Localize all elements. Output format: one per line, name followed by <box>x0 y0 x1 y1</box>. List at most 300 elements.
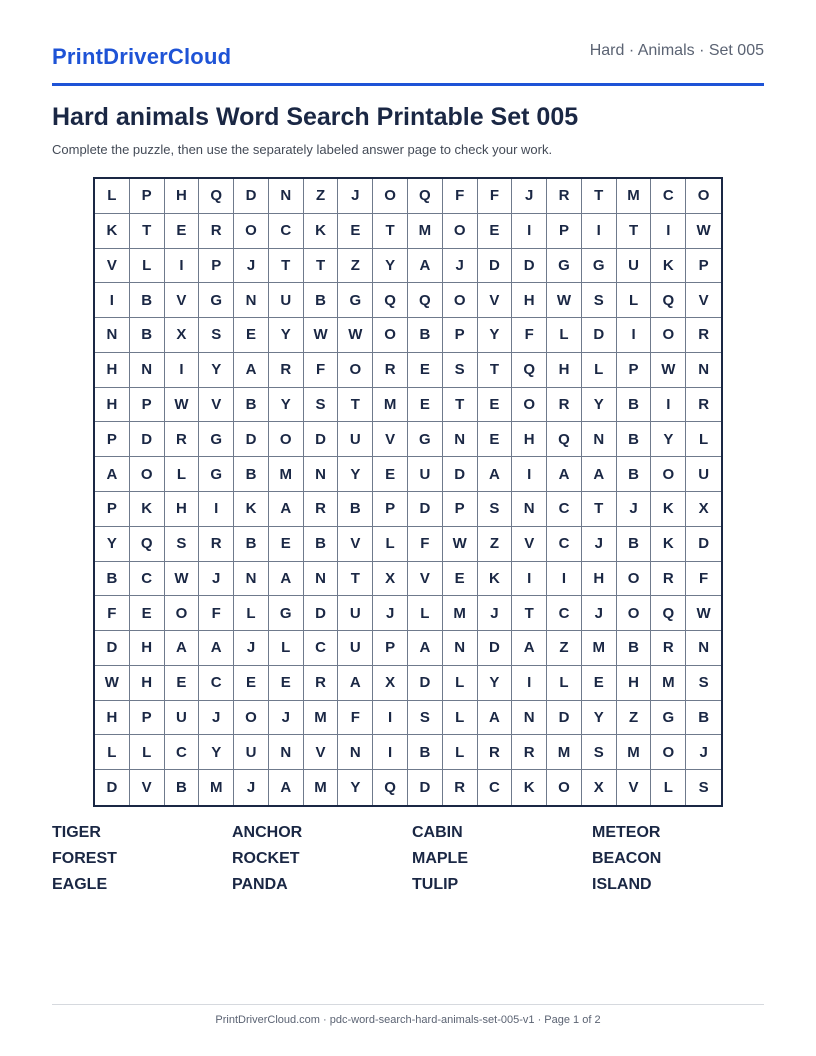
grid-cell: C <box>269 214 304 249</box>
grid-cell: T <box>443 388 478 423</box>
grid-cell: C <box>547 596 582 631</box>
grid-cell: F <box>95 596 130 631</box>
grid-cell: P <box>373 492 408 527</box>
word-list-item: TULIP <box>412 876 459 893</box>
grid-cell: S <box>443 353 478 388</box>
grid-cell: U <box>165 701 200 736</box>
grid-cell: D <box>95 770 130 805</box>
grid-cell: I <box>512 457 547 492</box>
grid-cell: Y <box>582 701 617 736</box>
grid-cell: O <box>338 353 373 388</box>
grid-cell: X <box>373 562 408 597</box>
grid-cell: R <box>443 770 478 805</box>
grid-cell: G <box>582 249 617 284</box>
grid-cell: F <box>199 596 234 631</box>
grid-cell: G <box>547 249 582 284</box>
grid-cell: B <box>617 388 652 423</box>
grid-cell: D <box>234 422 269 457</box>
grid-cell: W <box>165 388 200 423</box>
grid-cell: I <box>373 735 408 770</box>
grid-cell: I <box>512 666 547 701</box>
grid-cell: L <box>443 701 478 736</box>
grid-cell: Y <box>95 527 130 562</box>
grid-cell: R <box>269 353 304 388</box>
grid-cell: H <box>165 492 200 527</box>
grid-cell: E <box>269 666 304 701</box>
grid-cell: J <box>617 492 652 527</box>
grid-cell: R <box>199 527 234 562</box>
grid-cell: C <box>547 527 582 562</box>
grid-cell: H <box>95 701 130 736</box>
grid-cell: M <box>547 735 582 770</box>
grid-cell: V <box>478 283 513 318</box>
grid-cell: E <box>408 388 443 423</box>
grid-cell: V <box>617 770 652 805</box>
grid-cell: C <box>547 492 582 527</box>
grid-cell: R <box>651 562 686 597</box>
grid-cell: O <box>547 770 582 805</box>
grid-cell: A <box>269 770 304 805</box>
grid-cell: Q <box>512 353 547 388</box>
grid-cell: Z <box>338 249 373 284</box>
grid-cell: U <box>234 735 269 770</box>
grid-cell: Z <box>547 631 582 666</box>
grid-cell: A <box>269 492 304 527</box>
grid-cell: W <box>686 596 721 631</box>
grid-cell: G <box>269 596 304 631</box>
grid-cell: L <box>95 179 130 214</box>
grid-cell: L <box>130 249 165 284</box>
grid-cell: I <box>165 249 200 284</box>
grid-cell: I <box>95 283 130 318</box>
grid-cell: S <box>582 735 617 770</box>
grid-cell: E <box>234 318 269 353</box>
grid-cell: K <box>651 249 686 284</box>
grid-cell: Q <box>651 283 686 318</box>
header-divider <box>52 83 764 86</box>
grid-cell: V <box>512 527 547 562</box>
footer-divider <box>52 1004 764 1005</box>
page-header <box>52 40 764 86</box>
grid-cell: L <box>373 527 408 562</box>
grid-cell: R <box>686 388 721 423</box>
word-list-item: FOREST <box>52 850 117 867</box>
grid-cell: T <box>582 492 617 527</box>
grid-cell: U <box>338 596 373 631</box>
grid-cell: U <box>408 457 443 492</box>
grid-cell: K <box>651 527 686 562</box>
grid-cell: P <box>130 179 165 214</box>
grid-cell: S <box>304 388 339 423</box>
grid-cell: H <box>130 666 165 701</box>
grid-cell: J <box>234 770 269 805</box>
grid-cell: N <box>443 422 478 457</box>
grid-cell: T <box>373 214 408 249</box>
grid-cell: P <box>130 701 165 736</box>
grid-cell: W <box>304 318 339 353</box>
grid-cell: A <box>95 457 130 492</box>
grid-cell: P <box>95 422 130 457</box>
grid-cell: P <box>199 249 234 284</box>
grid-cell: I <box>512 562 547 597</box>
grid-cell: K <box>512 770 547 805</box>
grid-cell: X <box>165 318 200 353</box>
grid-cell: E <box>373 457 408 492</box>
grid-cell: S <box>165 527 200 562</box>
grid-cell: U <box>338 631 373 666</box>
grid-cell: D <box>512 249 547 284</box>
grid-cell: E <box>408 353 443 388</box>
grid-cell: N <box>304 562 339 597</box>
grid-cell: K <box>130 492 165 527</box>
word-list-item: TIGER <box>52 824 101 841</box>
grid-cell: T <box>269 249 304 284</box>
grid-cell: D <box>95 631 130 666</box>
grid-cell: Z <box>617 701 652 736</box>
grid-cell: K <box>234 492 269 527</box>
grid-cell: S <box>199 318 234 353</box>
grid-cell: P <box>443 492 478 527</box>
grid-cell: L <box>130 735 165 770</box>
word-list-item: PANDA <box>232 876 288 893</box>
grid-cell: J <box>686 735 721 770</box>
grid-cell: B <box>686 701 721 736</box>
word-search-grid <box>93 177 723 807</box>
grid-cell: Y <box>478 318 513 353</box>
grid-cell: H <box>547 353 582 388</box>
grid-cell: D <box>478 249 513 284</box>
grid-cell: L <box>408 596 443 631</box>
grid-cell: O <box>651 735 686 770</box>
grid-cell: B <box>617 527 652 562</box>
grid-cell: V <box>199 388 234 423</box>
grid-cell: T <box>478 353 513 388</box>
grid-cell: J <box>512 179 547 214</box>
grid-cell: T <box>582 179 617 214</box>
grid-cell: D <box>408 770 443 805</box>
grid-cell: K <box>478 562 513 597</box>
grid-cell: V <box>408 562 443 597</box>
grid-cell: O <box>651 318 686 353</box>
grid-cell: U <box>269 283 304 318</box>
grid-cell: E <box>582 666 617 701</box>
grid-cell: Y <box>199 735 234 770</box>
grid-cell: W <box>547 283 582 318</box>
grid-cell: C <box>478 770 513 805</box>
grid-cell: F <box>304 353 339 388</box>
grid-cell: H <box>617 666 652 701</box>
grid-cell: Y <box>269 388 304 423</box>
grid-cell: J <box>338 179 373 214</box>
grid-cell: F <box>686 562 721 597</box>
grid-cell: D <box>443 457 478 492</box>
grid-cell: N <box>95 318 130 353</box>
grid-cell: K <box>95 214 130 249</box>
grid-cell: M <box>408 214 443 249</box>
grid-cell: A <box>547 457 582 492</box>
grid-cell: M <box>269 457 304 492</box>
grid-cell: H <box>512 422 547 457</box>
grid-cell: N <box>304 457 339 492</box>
grid-cell: H <box>582 562 617 597</box>
grid-cell: J <box>582 596 617 631</box>
grid-cell: P <box>443 318 478 353</box>
grid-cell: F <box>478 179 513 214</box>
grid-cell: U <box>338 422 373 457</box>
grid-cell: Y <box>338 457 373 492</box>
breadcrumb: Hard · Animals · Set 005 <box>589 42 764 59</box>
grid-cell: R <box>199 214 234 249</box>
grid-cell: G <box>199 457 234 492</box>
grid-cell: N <box>512 492 547 527</box>
grid-cell: W <box>165 562 200 597</box>
grid-cell: Q <box>547 422 582 457</box>
page-footer: PrintDriverCloud.com · pdc-word-search-hard-animals-set-005-v1 · Page 1 of 2 <box>215 1014 601 1026</box>
grid-cell: H <box>512 283 547 318</box>
grid-cell: B <box>617 422 652 457</box>
grid-cell: O <box>165 596 200 631</box>
grid-cell: N <box>338 735 373 770</box>
grid-cell: J <box>234 631 269 666</box>
grid-cell: M <box>617 735 652 770</box>
grid-cell: Q <box>408 179 443 214</box>
grid-cell: A <box>338 666 373 701</box>
grid-cell: Z <box>304 179 339 214</box>
grid-cell: N <box>443 631 478 666</box>
grid-cell: J <box>373 596 408 631</box>
grid-cell: Y <box>582 388 617 423</box>
grid-cell: S <box>686 666 721 701</box>
grid-cell: D <box>408 666 443 701</box>
grid-cell: H <box>165 179 200 214</box>
grid-cell: M <box>651 666 686 701</box>
grid-cell: U <box>686 457 721 492</box>
grid-cell: J <box>199 562 234 597</box>
grid-cell: I <box>165 353 200 388</box>
grid-cell: S <box>582 283 617 318</box>
grid-cell: A <box>478 457 513 492</box>
grid-cell: O <box>130 457 165 492</box>
grid-cell: E <box>165 214 200 249</box>
grid-cell: I <box>512 214 547 249</box>
grid-cell: L <box>165 457 200 492</box>
grid-cell: G <box>199 422 234 457</box>
grid-cell: Y <box>269 318 304 353</box>
grid-cell: Y <box>338 770 373 805</box>
word-list-item: MAPLE <box>412 850 468 867</box>
grid-cell: N <box>582 422 617 457</box>
brand-logo[interactable]: PrintDriverCloud <box>52 44 232 69</box>
grid-cell: J <box>199 701 234 736</box>
grid-cell: B <box>304 527 339 562</box>
grid-cell: I <box>199 492 234 527</box>
grid-cell: D <box>130 422 165 457</box>
grid-cell: D <box>234 179 269 214</box>
grid-cell: B <box>617 631 652 666</box>
grid-cell: C <box>165 735 200 770</box>
grid-cell: G <box>338 283 373 318</box>
grid-cell: R <box>478 735 513 770</box>
grid-cell: J <box>478 596 513 631</box>
grid-cell: E <box>234 666 269 701</box>
grid-cell: L <box>95 735 130 770</box>
grid-cell: Y <box>478 666 513 701</box>
grid-cell: H <box>95 388 130 423</box>
grid-cell: W <box>443 527 478 562</box>
grid-cell: O <box>651 457 686 492</box>
grid-cell: R <box>304 666 339 701</box>
grid-cell: T <box>304 249 339 284</box>
grid-cell: B <box>338 492 373 527</box>
grid-cell: L <box>443 666 478 701</box>
grid-cell: W <box>651 353 686 388</box>
grid-cell: D <box>304 596 339 631</box>
grid-cell: J <box>269 701 304 736</box>
grid-cell: U <box>617 249 652 284</box>
grid-cell: N <box>686 631 721 666</box>
grid-cell: L <box>686 422 721 457</box>
grid-cell: Y <box>651 422 686 457</box>
grid-cell: A <box>408 249 443 284</box>
word-list-item: ROCKET <box>232 850 300 867</box>
grid-cell: X <box>373 666 408 701</box>
grid-cell: F <box>512 318 547 353</box>
grid-cell: D <box>686 527 721 562</box>
grid-cell: N <box>269 179 304 214</box>
grid-cell: Q <box>373 770 408 805</box>
grid-cell: A <box>478 701 513 736</box>
grid-cell: S <box>478 492 513 527</box>
grid-cell: L <box>269 631 304 666</box>
grid-cell: O <box>234 701 269 736</box>
grid-cell: E <box>443 562 478 597</box>
grid-cell: A <box>408 631 443 666</box>
grid-cell: V <box>130 770 165 805</box>
grid-cell: I <box>547 562 582 597</box>
grid-cell: J <box>234 249 269 284</box>
grid-cell: D <box>582 318 617 353</box>
grid-cell: L <box>617 283 652 318</box>
grid-cell: B <box>95 562 130 597</box>
grid-cell: B <box>165 770 200 805</box>
grid-cell: M <box>199 770 234 805</box>
grid-cell: G <box>199 283 234 318</box>
grid-cell: A <box>512 631 547 666</box>
grid-cell: T <box>338 388 373 423</box>
grid-cell: Q <box>651 596 686 631</box>
grid-cell: N <box>512 701 547 736</box>
grid-cell: T <box>512 596 547 631</box>
grid-cell: H <box>95 353 130 388</box>
word-list-item: EAGLE <box>52 876 108 893</box>
grid-cell: R <box>304 492 339 527</box>
grid-cell: M <box>304 770 339 805</box>
grid-cell: M <box>582 631 617 666</box>
grid-cell: R <box>165 422 200 457</box>
grid-cell: F <box>338 701 373 736</box>
grid-cell: V <box>165 283 200 318</box>
grid-cell: S <box>408 701 443 736</box>
grid-cell: P <box>617 353 652 388</box>
grid-cell: O <box>234 214 269 249</box>
grid-cell: J <box>443 249 478 284</box>
grid-cell: I <box>373 701 408 736</box>
grid-cell: E <box>338 214 373 249</box>
grid-cell: R <box>512 735 547 770</box>
grid-cell: N <box>130 353 165 388</box>
grid-cell: K <box>651 492 686 527</box>
grid-cell: B <box>304 283 339 318</box>
grid-cell: B <box>617 457 652 492</box>
grid-cell: P <box>130 388 165 423</box>
word-list-item: BEACON <box>592 850 662 867</box>
grid-cell: I <box>582 214 617 249</box>
grid-cell: N <box>234 283 269 318</box>
grid-cell: I <box>651 388 686 423</box>
grid-cell: T <box>338 562 373 597</box>
grid-cell: Y <box>199 353 234 388</box>
grid-cell: L <box>547 318 582 353</box>
grid-cell: X <box>686 492 721 527</box>
grid-cell: Z <box>478 527 513 562</box>
word-list-item: ISLAND <box>592 876 652 893</box>
grid-cell: G <box>408 422 443 457</box>
grid-cell: R <box>547 179 582 214</box>
grid-cell: F <box>408 527 443 562</box>
grid-cell: V <box>686 283 721 318</box>
grid-cell: L <box>651 770 686 805</box>
grid-cell: E <box>478 422 513 457</box>
grid-cell: B <box>408 735 443 770</box>
grid-cell: N <box>686 353 721 388</box>
grid-cell: Q <box>373 283 408 318</box>
grid-cell: E <box>165 666 200 701</box>
page-subtitle: Complete the puzzle, then use the separately labeled answer page to check your work. <box>52 142 553 157</box>
grid-cell: O <box>443 214 478 249</box>
grid-cell: O <box>617 562 652 597</box>
grid-cell: C <box>130 562 165 597</box>
grid-cell: P <box>547 214 582 249</box>
grid-cell: B <box>234 388 269 423</box>
word-list-item: ANCHOR <box>232 824 303 841</box>
grid-cell: T <box>617 214 652 249</box>
grid-cell: I <box>651 214 686 249</box>
grid-cell: O <box>686 179 721 214</box>
grid-cell: C <box>304 631 339 666</box>
grid-cell: O <box>373 318 408 353</box>
grid-cell: D <box>304 422 339 457</box>
grid-cell: I <box>617 318 652 353</box>
grid-cell: A <box>269 562 304 597</box>
grid-cell: H <box>130 631 165 666</box>
grid-cell: A <box>199 631 234 666</box>
grid-cell: P <box>686 249 721 284</box>
grid-cell: P <box>95 492 130 527</box>
grid-cell: V <box>338 527 373 562</box>
grid-cell: V <box>304 735 339 770</box>
grid-cell: L <box>234 596 269 631</box>
grid-cell: X <box>582 770 617 805</box>
grid-cell: A <box>234 353 269 388</box>
grid-cell: E <box>478 214 513 249</box>
grid-cell: A <box>165 631 200 666</box>
grid-cell: Q <box>199 179 234 214</box>
grid-cell: D <box>478 631 513 666</box>
grid-cell: O <box>443 283 478 318</box>
grid-cell: O <box>512 388 547 423</box>
grid-cell: B <box>130 283 165 318</box>
grid-cell: K <box>304 214 339 249</box>
